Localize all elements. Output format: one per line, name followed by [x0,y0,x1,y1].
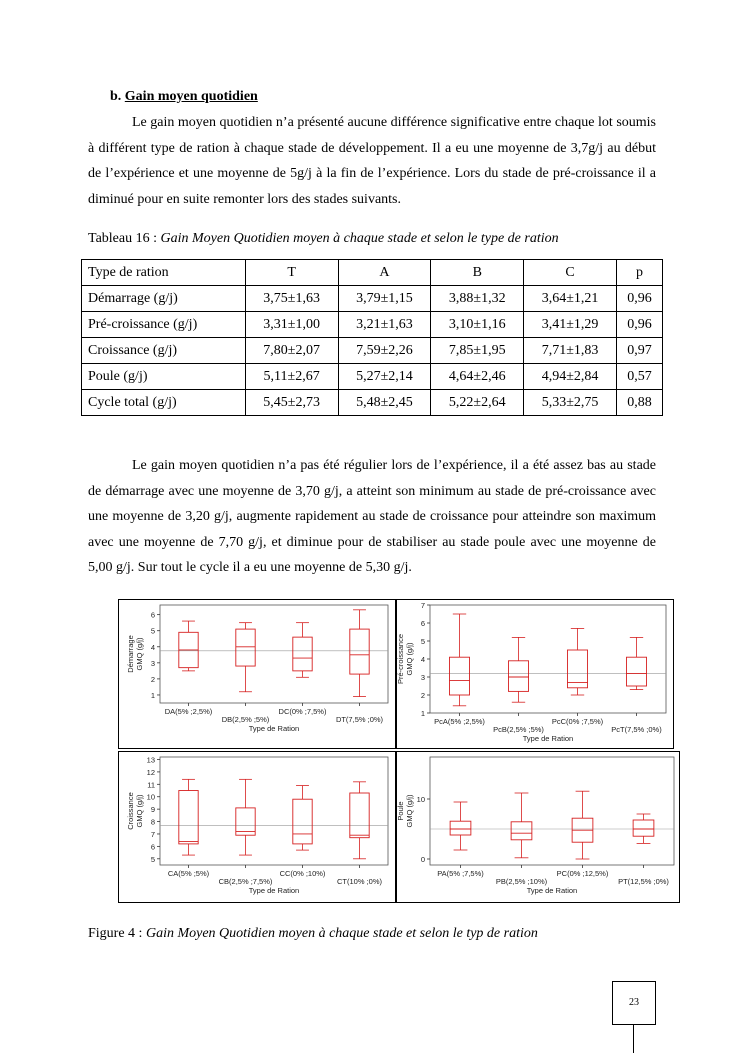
y-axis-label [126,635,144,673]
table-header: Type de ration [82,260,246,286]
table-header: B [431,260,524,286]
table-cell: Croissance (g/j) [82,338,246,364]
y-tick-label: 4 [150,642,155,652]
y-tick-label: 7 [420,601,425,610]
paragraph-2-text: Le gain moyen quotidien n’a pas été régulier lors de l’expérience, il a été assez bas au stade de démarrage avec une moyenne de 3,70 g/j, a atteint son minimum au stade de pré-croissance avec une moyenne de 3,20 g/j, augmente rapidement au stade de croissance pour atteindre son maximum avec une moyenne de 7,70 g/j, et diminue pour de stabiliser au stade poule avec une moyenne de 5,00 g/j. Sur tout le cycle il a eu une moyenne de 5,30 g/j. [88,458,656,575]
table-row [82,286,663,312]
figure-caption [88,926,538,942]
table-cell: 7,80±2,07 [245,338,338,364]
gmq-table [81,259,663,416]
box [511,822,532,840]
x-axis-label: Type de Ration [522,734,574,743]
y-tick-label: 5 [150,626,155,636]
y-axis-label [396,794,414,827]
table-cell: 5,11±2,67 [245,364,338,390]
chart-panel-3 [119,752,396,903]
chart-panel-4 [396,752,680,903]
box [350,793,369,838]
table-cell: 4,94±2,84 [524,364,617,390]
section-label: b. [110,89,122,104]
y-tick-label: 7 [150,829,155,839]
x-tick-label: DB(2,5% ;5%) [221,715,270,724]
y-tick-label: 11 [147,780,155,790]
table-caption-title: Gain Moyen Quotidien moyen à chaque stade et selon le type de ration [160,231,559,246]
table-cell: 5,45±2,73 [245,390,338,416]
table-header: A [338,260,431,286]
table-row [82,312,663,338]
y-tick-label: 8 [150,817,155,827]
y-tick-label: 3 [420,673,425,682]
x-tick-label: CB(2,5% ;7,5%) [218,877,273,886]
y-tick-label: 9 [150,805,155,815]
plot-area [430,605,666,713]
box [350,629,369,674]
x-tick-label: PC(0% ;12,5%) [556,869,609,878]
table-cell: 3,31±1,00 [245,312,338,338]
table-cell: 4,64±2,46 [431,364,524,390]
paragraph-1 [88,110,656,212]
table-cell: Cycle total (g/j) [82,390,246,416]
box [508,661,528,692]
table-row [82,390,663,416]
table-header-row [82,260,663,286]
table-cell: 0,97 [617,338,663,364]
table-cell: 3,41±1,29 [524,312,617,338]
section-heading [110,89,258,105]
table-caption [88,231,559,247]
table-header: C [524,260,617,286]
table-cell: 5,48±2,45 [338,390,431,416]
table-header: p [617,260,663,286]
boxplot-figure [118,599,680,905]
y-tick-label: 5 [420,637,425,646]
y-tick-label: 1 [150,690,155,700]
table-caption-prefix: Tableau 16 : [88,231,157,246]
page-number-box [612,981,656,1025]
table-cell: 3,64±1,21 [524,286,617,312]
x-tick-label: PB(2,5% ;10%) [495,877,548,886]
table-cell: 3,79±1,15 [338,286,431,312]
page-number: 23 [629,997,639,1008]
x-tick-label: DA(5% ;2,5%) [164,707,213,716]
section-title: Gain moyen quotidien [124,89,258,104]
y-axis-label-line: GMQ (g/j) [135,637,144,671]
x-axis-label: Type de Ration [248,886,300,895]
y-tick-label: 2 [420,691,425,700]
figure-caption-title: Gain Moyen Quotidien moyen à chaque stade et selon le typ de ration [145,926,538,941]
y-tick-label: 12 [146,767,155,777]
x-tick-label: DC(0% ;7,5%) [278,707,327,716]
x-axis-label: Type de Ration [248,724,300,733]
box [626,657,646,686]
y-tick-label: 6 [150,842,155,852]
x-tick-label: PA(5% ;7,5%) [437,869,484,878]
x-axis-label: Type de Ration [526,886,578,895]
y-tick-label: 3 [150,658,155,668]
table-cell: Pré-croissance (g/j) [82,312,246,338]
table-cell: 3,21±1,63 [338,312,431,338]
x-tick-label: PcA(5% ;2,5%) [434,717,485,726]
figure-caption-prefix: Figure 4 : [88,926,143,941]
y-tick-label: 6 [150,610,155,620]
table-cell: Poule (g/j) [82,364,246,390]
plot-area [160,757,388,865]
x-tick-label: PcC(0% ;7,5%) [551,717,604,726]
table-cell: 5,22±2,64 [431,390,524,416]
table-cell: 5,27±2,14 [338,364,431,390]
y-tick-label: 10 [416,795,425,804]
x-tick-label: CA(5% ;5%) [167,869,210,878]
table-cell: 0,88 [617,390,663,416]
table-cell: 7,59±2,26 [338,338,431,364]
table-cell: 0,96 [617,312,663,338]
x-tick-label: PcB(2,5% ;5%) [493,725,544,734]
plot-area [430,757,674,865]
x-tick-label: DT(7,5% ;0%) [335,715,384,724]
y-tick-label: 6 [420,619,425,628]
table-cell: 0,96 [617,286,663,312]
x-tick-label: PT(12,5% ;0%) [618,877,669,886]
chart-panel-1 [119,600,396,749]
table-cell: 7,85±1,95 [431,338,524,364]
y-axis-label-line: Pré-croissance [396,633,405,685]
table-header: T [245,260,338,286]
box [449,657,469,695]
paragraph-1-text: Le gain moyen quotidien n’a présenté aucune différence significative entre chaque lot soumis à différent type de ration à chaque stade de développement. Il a eu une moyenne de 3,7g/j au début de l’expérience et une moyenne de 5g/j à la fin de l’expérience. Lors du stade de pré-croissance il a diminué pour en suite remonter lors des stades suivants. [88,115,656,207]
box [450,821,471,835]
table-cell: Démarrage (g/j) [82,286,246,312]
y-tick-label: 0 [420,855,425,864]
box [633,820,654,836]
y-axis-label-line: GMQ (g/j) [405,794,414,828]
table-cell: 5,33±2,75 [524,390,617,416]
page-number-line [633,1024,634,1053]
table-cell: 7,71±1,83 [524,338,617,364]
table-cell: 3,88±1,32 [431,286,524,312]
y-axis-label-line: Poule [396,801,405,821]
y-tick-label: 13 [146,755,155,765]
y-tick-label: 1 [420,709,425,718]
y-tick-label: 2 [150,674,155,684]
table-cell: 3,75±1,63 [245,286,338,312]
y-axis-label-line: Démarrage [126,635,135,673]
box [293,799,312,844]
y-axis-label [126,792,144,830]
y-tick-label: 5 [150,854,155,864]
x-tick-label: PcT(7,5% ;0%) [611,725,662,734]
table-row [82,338,663,364]
table-cell: 0,57 [617,364,663,390]
y-axis-label-line: GMQ (g/j) [135,794,144,828]
table-row [82,364,663,390]
y-axis-label-line: GMQ (g/j) [405,642,414,676]
x-tick-label: CT(10% ;0%) [336,877,383,886]
box [179,791,198,844]
y-axis-label [396,634,414,684]
x-tick-label: CC(0% ;10%) [279,869,326,878]
y-axis-label-line: Croissance [126,792,135,830]
box [236,629,255,666]
paragraph-2 [88,453,656,581]
plot-area [160,605,388,703]
box [293,637,312,671]
y-tick-label: 4 [420,655,425,664]
chart-panel-2 [396,600,674,749]
y-tick-label: 10 [146,792,155,802]
table-cell: 3,10±1,16 [431,312,524,338]
